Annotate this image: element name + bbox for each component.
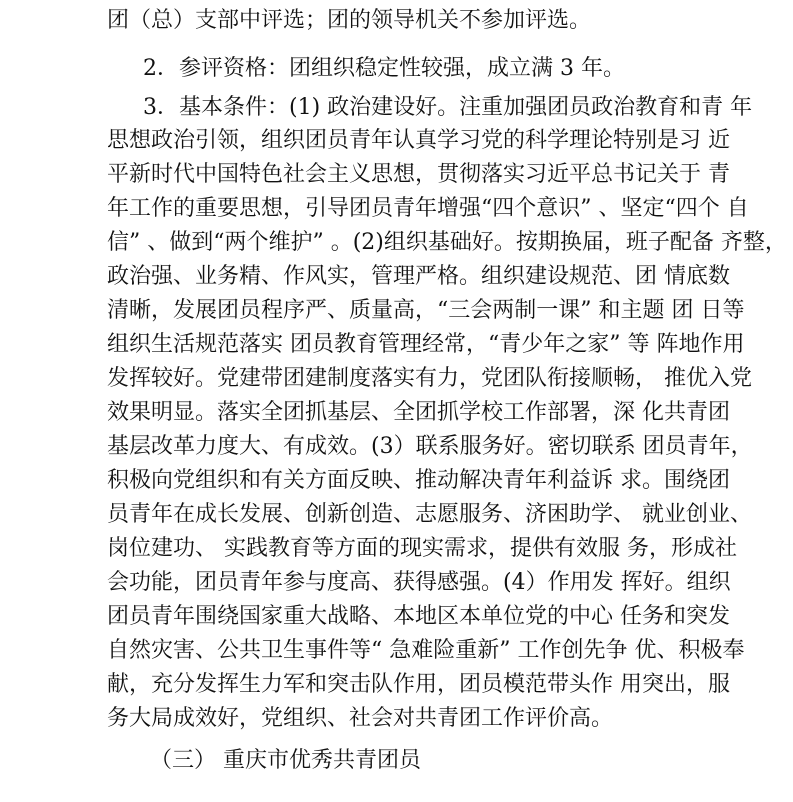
text-line-2: 2．参评资格：团组织稳定性较强，成立满 3 年。 [143,56,625,81]
text-line-18: 团员青年围绕国家重大战略、本地区本单位党的中心 任务和突发 [107,604,730,629]
text-line-6: 年工作的重要思想，引导团员青年增强“四个意识” 、坚定“四个 自 [107,196,749,221]
text-line-17: 会功能，团员青年参与度高、获得感强。(4）作用发 挥好。组织 [107,570,731,595]
text-line-13: 基层改革力度大、有成效。(3）联系服务好。密切联系 团员青年， [107,434,753,459]
text-line-8: 政治强、业务精、作风实，管理严格。组织建设规范、团 情底数 [107,264,730,289]
text-line-20: 献，充分发挥生力军和突击队作用，团员模范带头作 用突出，服 [107,672,730,697]
text-line-7: 信” 、做到“两个维护” 。(2)组织基础好。按期换届，班子配备 齐整， [107,230,787,255]
text-line-9: 清晰，发展团员程序严、质量高，“三会两制一课” 和主题 团 日等 [107,298,745,323]
text-line-21: 务大局成效好，党组织、社会对共青团工作评价高。 [107,706,614,731]
text-line-3: 3．基本条件：(1) 政治建设好。注重加强团员政治教育和青 年 [143,95,753,120]
text-line-12: 效果明显。落实全团抓基层、全团抓学校工作部署，深 化共青团 [107,400,730,425]
text-line-15: 员青年在成长发展、创新创造、志愿服务、济困助学、 就业创业、 [107,502,752,527]
text-line-19: 自然灾害、公共卫生事件等“ 急难险重新” 工作创先争 优、积极奉 [107,638,745,663]
text-line-5: 平新时代中国特色社会主义思想，贯彻落实习近平总书记关于 青 [107,162,730,187]
text-line-14: 积极向党组织和有关方面反映、推动解决青年利益诉 求。围绕团 [107,468,730,493]
text-line-4: 思想政治引领，组织团员青年认真学习党的科学理论特别是习 近 [107,128,730,153]
section-heading: （三） 重庆市优秀共青团员 [150,748,421,773]
text-line-10: 组织生活规范落实 团员教育管理经常，“青少年之家” 等 阵地作用 [107,332,745,357]
text-line-11: 发挥较好。党建带团建制度落实有力，党团队衔接顺畅， 推优入党 [107,366,752,391]
text-line-1: 团（总）支部中评选；团的领导机关不参加评选。 [107,8,592,33]
text-line-16: 岗位建功、 实践教育等方面的现实需求，提供有效服 务，形成社 [107,536,737,561]
